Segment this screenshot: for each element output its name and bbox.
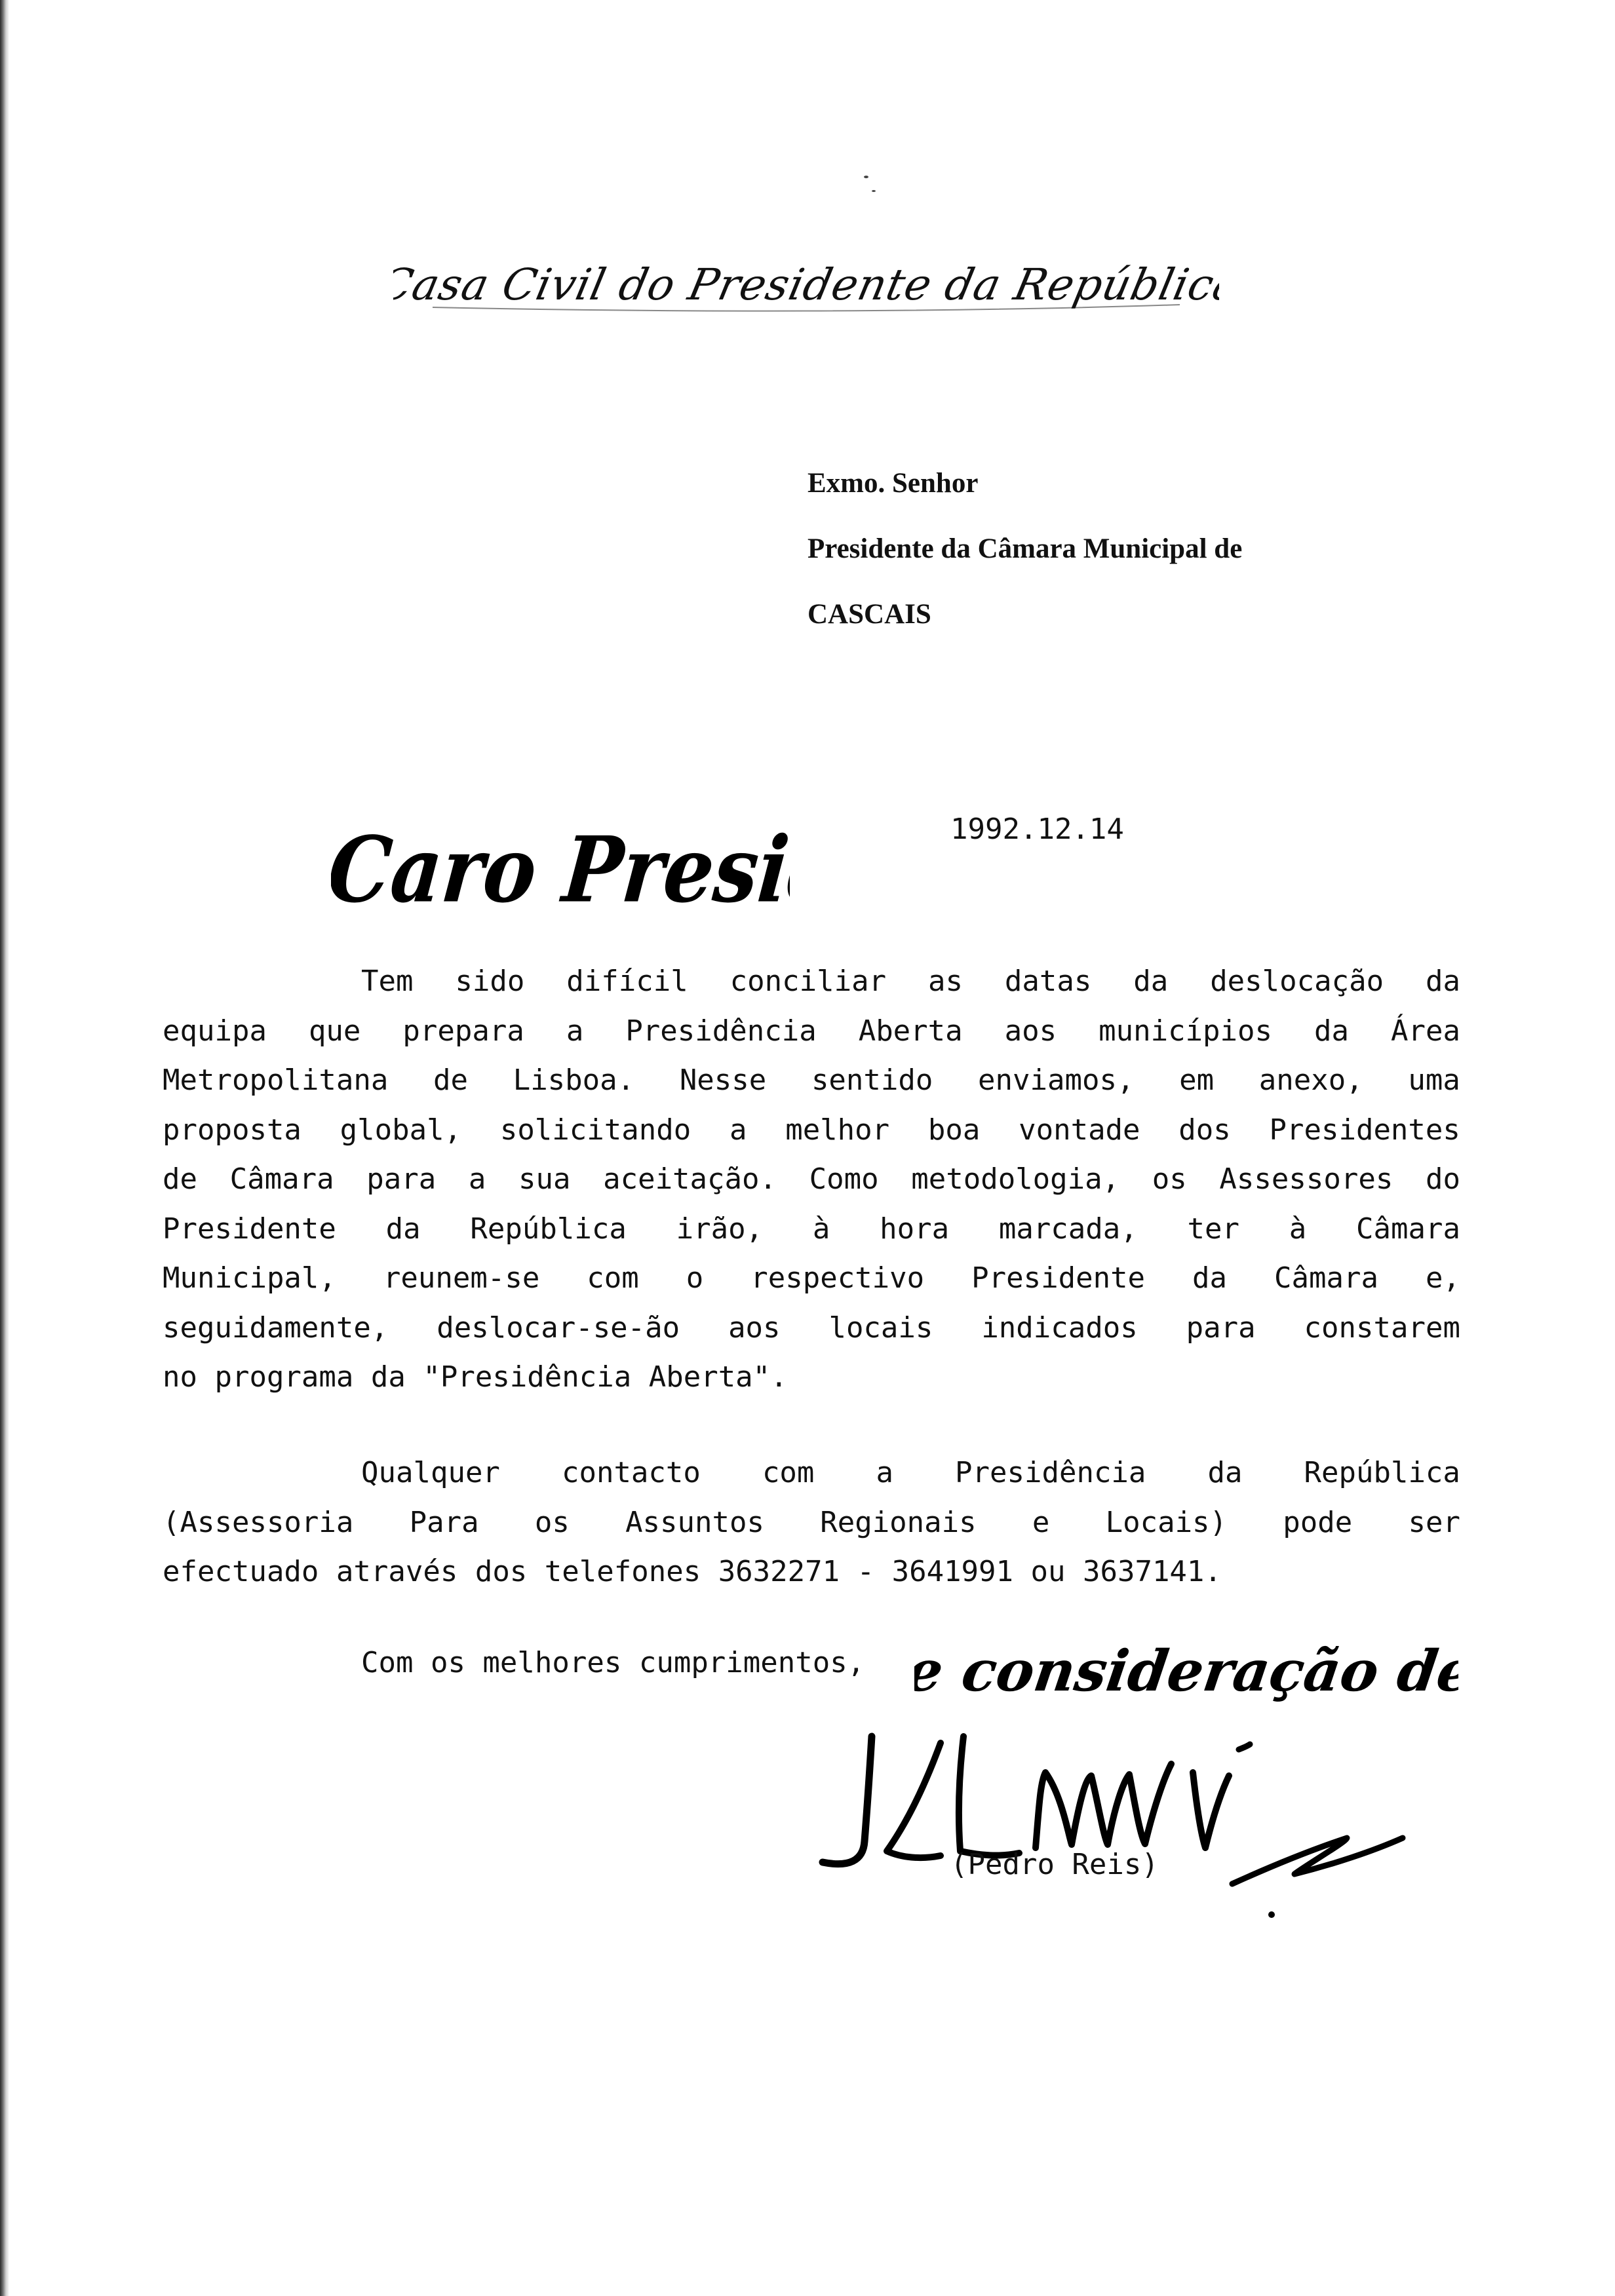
- body-word: de: [163, 1162, 197, 1196]
- signature-scribble: [809, 1710, 1465, 1926]
- body-word: proposta: [163, 1113, 302, 1147]
- body-word: Nesse: [679, 1063, 767, 1097]
- body-word: e,: [1425, 1261, 1460, 1295]
- body-word: vontade: [1019, 1113, 1140, 1147]
- body-word: aos: [728, 1311, 781, 1345]
- body-word: metodologia,: [911, 1162, 1120, 1196]
- body-word: as: [928, 965, 963, 998]
- body-word: o: [686, 1261, 704, 1295]
- body-word: Como: [809, 1162, 879, 1196]
- body-word: ter: [1187, 1212, 1239, 1246]
- body-word: Presidente: [971, 1261, 1146, 1295]
- body-line: [163, 1056, 1460, 1105]
- body-word: difícil: [566, 965, 688, 998]
- body-word: Aberta: [858, 1014, 963, 1048]
- body-line: [163, 1253, 1460, 1303]
- body-word: República: [470, 1212, 627, 1246]
- body-word: Qualquer: [361, 1456, 500, 1489]
- body-word: prepara: [402, 1014, 524, 1048]
- body-word: com: [587, 1261, 639, 1295]
- body-word: Municipal,: [163, 1261, 336, 1295]
- signer-name: (Pedro Reis): [950, 1848, 1159, 1881]
- body-word: locais: [828, 1311, 933, 1345]
- body-word: da: [1426, 965, 1460, 998]
- body-word: (Assessoria: [163, 1505, 354, 1539]
- addressee-salutation: Exmo. Senhor: [808, 468, 979, 499]
- body-word: sua: [518, 1162, 571, 1196]
- body-line: [163, 1006, 1460, 1056]
- body-line: no programa da "Presidência Aberta".: [163, 1360, 788, 1394]
- scan-edge: [0, 0, 9, 2296]
- body-word: pode: [1283, 1505, 1353, 1539]
- body-word: contacto: [561, 1456, 701, 1489]
- body-word: para: [366, 1162, 437, 1196]
- body-word: Câmara: [1274, 1261, 1378, 1295]
- body-word: sido: [455, 965, 525, 998]
- body-word: constarem: [1304, 1311, 1460, 1345]
- body-word: boa: [927, 1113, 981, 1147]
- body-word: em: [1179, 1063, 1215, 1097]
- body-word: Locais): [1105, 1505, 1228, 1539]
- body-word: uma: [1408, 1063, 1460, 1097]
- body-word: Tem: [361, 965, 414, 998]
- body-line: efectuado através dos telefones 3632271 - 3641991 ou 3637141.: [163, 1555, 1222, 1588]
- body-word: Área: [1390, 1014, 1460, 1048]
- addressee-city: CASCAIS: [808, 599, 931, 630]
- body-word: marcada,: [998, 1212, 1138, 1246]
- body-word: da: [1192, 1261, 1228, 1295]
- scan-speck: [864, 176, 868, 178]
- body-word: aos: [1004, 1014, 1057, 1048]
- body-word: respectivo: [750, 1261, 925, 1295]
- letterhead: [393, 239, 1219, 331]
- body-word: do: [1425, 1162, 1460, 1196]
- body-word: Câmara: [1356, 1212, 1460, 1246]
- svg-text:Caro Presidente:: Caro Presidente:: [331, 816, 790, 923]
- svg-text:e consideração de,: e consideração de,: [914, 1638, 1458, 1704]
- body-word: República: [1304, 1456, 1460, 1489]
- body-word: deslocação: [1210, 965, 1384, 998]
- body-word: que: [308, 1014, 361, 1048]
- body-word: Assessores: [1219, 1162, 1393, 1196]
- body-paragraph-2: [163, 1448, 1460, 1597]
- body-paragraph-1: [163, 957, 1460, 1402]
- body-word: a: [468, 1162, 486, 1196]
- body-word: Regionais: [820, 1505, 977, 1539]
- body-word: Metropolitana: [163, 1063, 389, 1097]
- body-word: da: [385, 1212, 421, 1246]
- body-line: [163, 1105, 1460, 1155]
- body-word: a: [876, 1456, 893, 1489]
- body-line: [163, 1155, 1460, 1204]
- closing-typed: Com os melhores cumprimentos,: [361, 1646, 865, 1679]
- greeting-handwriting: [331, 773, 790, 924]
- body-word: a: [729, 1113, 747, 1147]
- body-word: hora: [880, 1212, 950, 1246]
- body-word: conciliar: [730, 965, 887, 998]
- body-word: melhor: [785, 1113, 890, 1147]
- body-word: aceitação.: [603, 1162, 777, 1196]
- body-word: Para: [409, 1505, 479, 1539]
- body-word: deslocar-se-ão: [437, 1311, 680, 1345]
- body-word: Lisboa.: [513, 1063, 635, 1097]
- body-word: datas: [1004, 965, 1092, 998]
- body-word: indicados: [981, 1311, 1138, 1345]
- body-word: dos: [1178, 1113, 1231, 1147]
- body-line: [163, 1303, 1460, 1353]
- body-word: equipa: [163, 1014, 267, 1048]
- letter-date: 1992.12.14: [950, 813, 1124, 846]
- body-word: Presidente: [163, 1212, 336, 1246]
- body-word: reunem-se: [383, 1261, 540, 1295]
- body-word: da: [1133, 965, 1169, 998]
- body-word: ser: [1408, 1505, 1460, 1539]
- body-word: anexo,: [1258, 1063, 1363, 1097]
- body-word: à: [1289, 1212, 1307, 1246]
- body-word: Presidentes: [1269, 1113, 1460, 1147]
- body-word: e: [1032, 1505, 1050, 1539]
- addressee-block: [808, 451, 1242, 647]
- body-word: municípios: [1099, 1014, 1273, 1048]
- body-word: irão,: [676, 1212, 764, 1246]
- body-word: solicitando: [499, 1113, 691, 1147]
- body-word: Assuntos: [625, 1505, 764, 1539]
- scan-speck: [872, 190, 876, 192]
- body-word: de: [433, 1063, 469, 1097]
- body-word: global,: [340, 1113, 462, 1147]
- body-word: seguidamente,: [163, 1311, 389, 1345]
- body-word: os: [534, 1505, 570, 1539]
- body-word: Presidência: [625, 1014, 817, 1048]
- body-word: da: [1207, 1456, 1243, 1489]
- body-word: Câmara: [229, 1162, 334, 1196]
- body-word: para: [1186, 1311, 1256, 1345]
- handwritten-greeting: [331, 773, 790, 924]
- body-line: [163, 1204, 1460, 1254]
- body-word: sentido: [811, 1063, 933, 1097]
- body-word: com: [762, 1456, 815, 1489]
- body-word: à: [812, 1212, 830, 1246]
- body-word: enviamos,: [978, 1063, 1135, 1097]
- body-line: [163, 1448, 1460, 1498]
- svg-text:Casa Civil do Presidente da Re: Casa Civil do Presidente da República: [393, 259, 1219, 310]
- body-word: Presidência: [955, 1456, 1146, 1489]
- body-word: os: [1152, 1162, 1187, 1196]
- body-line: [163, 1498, 1460, 1548]
- addressee-title: Presidente da Câmara Municipal de: [808, 533, 1243, 564]
- letterhead-script: [393, 239, 1219, 331]
- body-word: a: [566, 1014, 584, 1048]
- body-word: da: [1314, 1014, 1349, 1048]
- body-line: [163, 957, 1460, 1006]
- signature: [809, 1710, 1465, 1926]
